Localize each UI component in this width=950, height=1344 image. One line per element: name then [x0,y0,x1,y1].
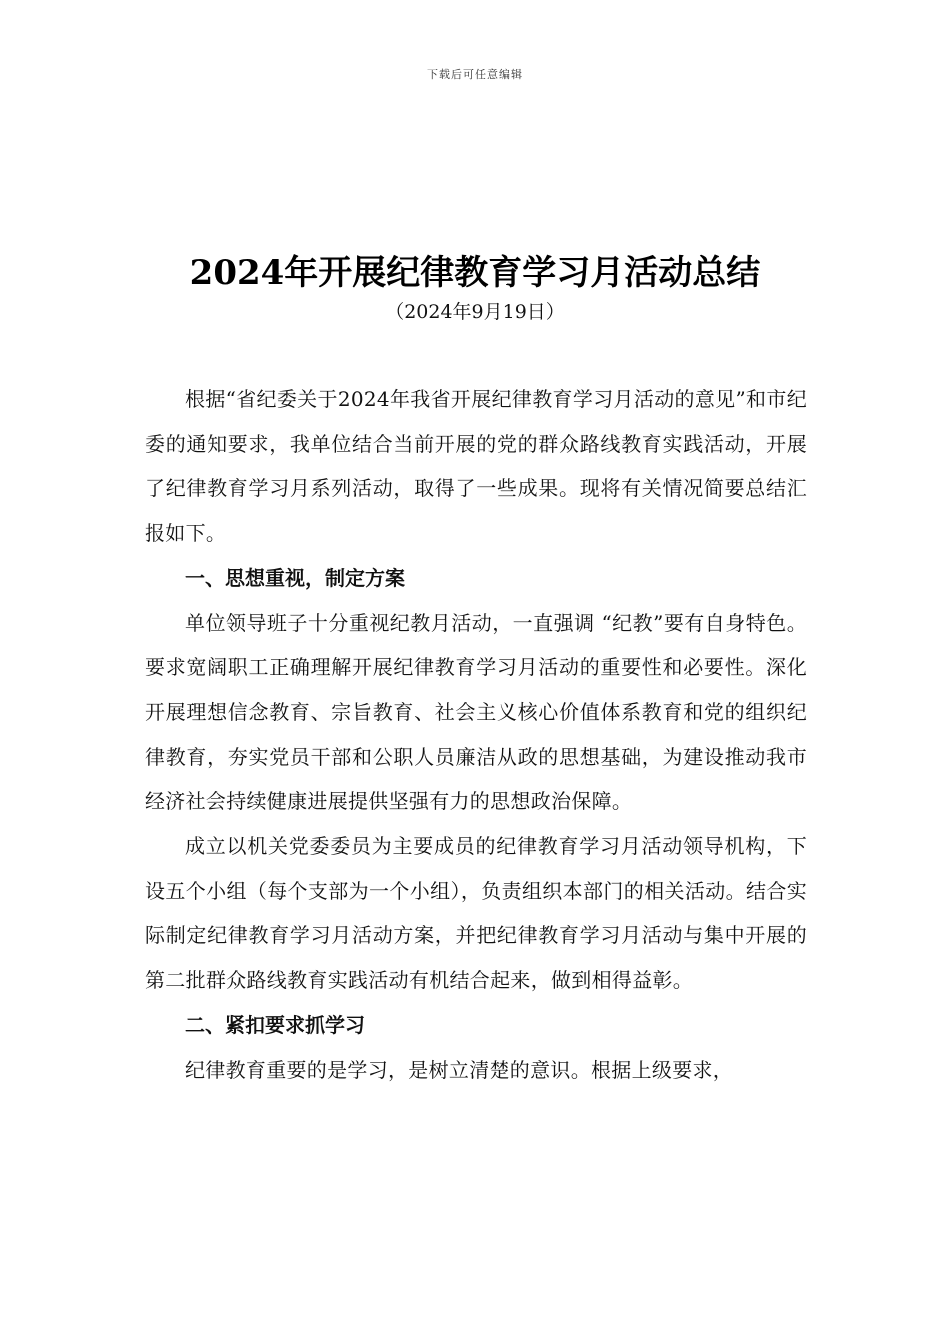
paragraph-section-1a: 单位领导班子十分重视纪教月活动，一直强调 “纪教”要有自身特色。要求宽阔职工正确理解开展纪律教育学习月活动的重要性和必要性。深化开展理想信念教育、宗旨教育、社会主义核心价值体系教育和党的组织纪律教育，夯实党员干部和公职人员廉洁从政的思想基础，为建设推动我市经济社会持续健康进展提供坚强有力的思想政治保障。 [145,610,807,814]
paragraph-section-2a: 纪律教育重要的是学习，是树立清楚的意识。根据上级要求， [185,1057,734,1082]
section-heading-2: 二、紧扣要求抓学习 [185,1012,365,1037]
document-date: （2024年9月19日） [385,301,565,323]
document-body [145,377,807,1092]
paragraph-intro: 根据“省纪委关于2024年我省开展纪律教育学习月活动的意见”和市纪委的通知要求，我单位结合当前开展的党的群众路线教育实践活动，开展了纪律教育学习月系列活动，取得了一些成果。现将有关情况简要总结汇报如下。 [145,387,807,546]
page-header-note: 下载后可任意编辑 [427,68,523,81]
section-heading-1: 一、思想重视，制定方案 [185,565,405,590]
document-title: 2024年开展纪律教育学习月活动总结 [189,253,761,293]
paragraph-section-1b: 成立以机关党委委员为主要成员的纪律教育学习月活动领导机构，下设五个小组（每个支部为一个小组），负责组织本部门的相关活动。结合实际制定纪律教育学习月活动方案，并把纪律教育学习月活动与集中开展的第二批群众路线教育实践活动有机结合起来，做到相得益彰。 [145,834,807,993]
